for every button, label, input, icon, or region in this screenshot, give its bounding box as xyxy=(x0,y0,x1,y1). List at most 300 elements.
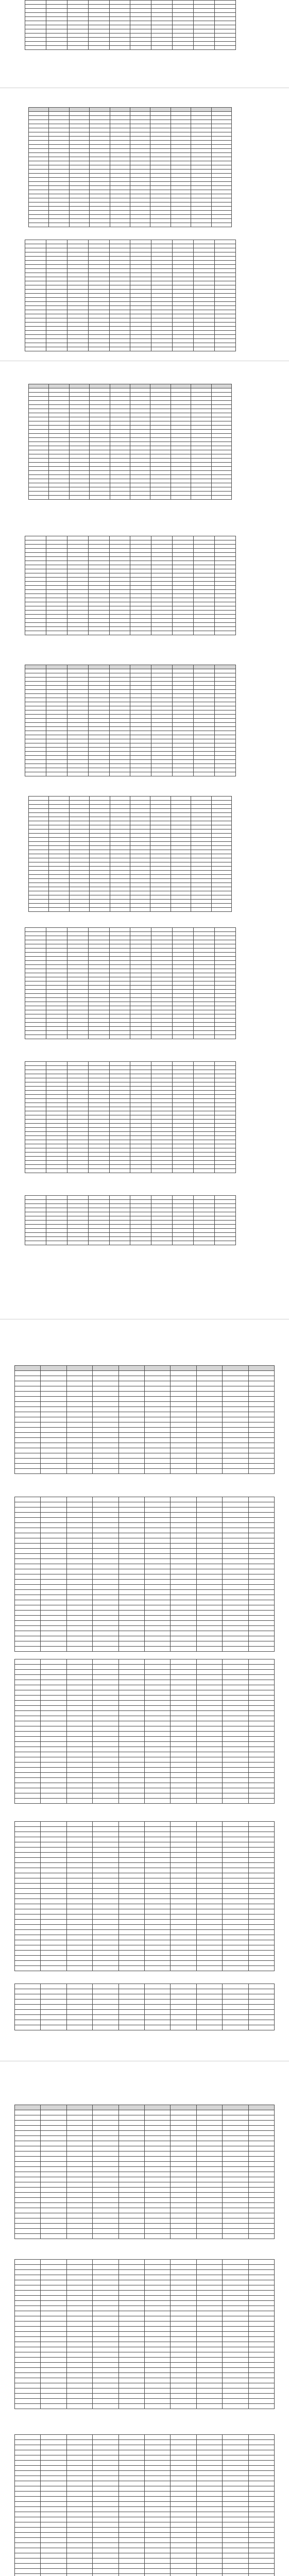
table-cell xyxy=(88,310,109,314)
table-cell xyxy=(248,1899,274,1904)
table-cell xyxy=(171,1999,196,2005)
table-cell xyxy=(69,891,89,895)
table-cell xyxy=(194,1027,215,1031)
table-cell xyxy=(248,2020,274,2025)
table-cell xyxy=(223,1889,248,1894)
table-cell xyxy=(46,549,67,553)
table-cell xyxy=(69,883,89,887)
table-cell xyxy=(109,706,130,710)
table-row xyxy=(25,1204,236,1208)
table-cell xyxy=(173,673,194,677)
registration-table xyxy=(14,1365,275,1474)
table-cell xyxy=(110,850,130,854)
table-cell xyxy=(144,2450,170,2455)
table-cell xyxy=(69,137,89,141)
table-cell xyxy=(49,891,69,895)
table-cell xyxy=(41,1956,66,1961)
table-cell xyxy=(248,1670,274,1675)
table-cell xyxy=(67,731,88,735)
table-cell xyxy=(151,723,173,727)
table-cell xyxy=(130,153,150,157)
table-cell xyxy=(93,1842,118,1848)
table-cell xyxy=(171,2455,196,2461)
table-cell xyxy=(223,2229,248,2234)
table-cell xyxy=(151,1111,173,1115)
table-cell xyxy=(15,2005,41,2010)
table-cell xyxy=(171,1989,196,1994)
table-cell xyxy=(110,809,130,813)
table-cell xyxy=(151,302,173,306)
table-cell xyxy=(196,1690,222,1696)
table-cell xyxy=(151,540,173,545)
table-cell xyxy=(151,248,173,252)
table-cell xyxy=(144,2203,170,2208)
table-cell xyxy=(171,2388,196,2394)
table-cell xyxy=(196,2368,222,2373)
table-row xyxy=(15,2015,275,2020)
column-header xyxy=(215,665,236,669)
table-cell xyxy=(196,2383,222,2388)
table-cell xyxy=(223,2337,248,2342)
table-cell xyxy=(171,2020,196,2025)
table-cell xyxy=(46,1153,67,1157)
table-cell xyxy=(215,932,236,936)
table-cell xyxy=(109,1124,130,1128)
table-cell xyxy=(173,619,194,623)
table-cell xyxy=(93,2373,118,2378)
table-row xyxy=(29,409,232,413)
table-cell xyxy=(173,29,194,33)
table-cell xyxy=(41,1737,66,1742)
table-cell xyxy=(15,1453,41,1459)
table-cell xyxy=(69,182,89,186)
column-header xyxy=(173,665,194,669)
table-cell xyxy=(25,240,46,244)
table-cell xyxy=(215,627,236,631)
table-cell xyxy=(29,908,49,912)
table-row xyxy=(25,261,236,265)
table-cell xyxy=(171,1732,196,1737)
table-cell xyxy=(41,1381,66,1386)
table-cell xyxy=(109,290,130,294)
table-cell xyxy=(25,590,46,594)
table-cell xyxy=(191,821,211,825)
table-cell xyxy=(66,1788,92,1793)
table-cell xyxy=(191,834,211,838)
table-row xyxy=(15,2455,275,2461)
table-cell xyxy=(25,623,46,627)
table-cell xyxy=(90,145,110,149)
table-cell xyxy=(215,1216,236,1221)
table-cell xyxy=(248,1585,274,1590)
table-cell xyxy=(90,867,110,871)
table-cell xyxy=(46,1010,67,1014)
table-cell xyxy=(196,1832,222,1837)
table-row xyxy=(25,706,236,710)
table-cell xyxy=(67,1023,88,1027)
table-cell xyxy=(69,161,89,165)
table-cell xyxy=(118,1925,144,1930)
table-cell xyxy=(223,1433,248,1438)
table-cell xyxy=(173,772,194,776)
table-cell xyxy=(130,981,151,986)
table-cell xyxy=(66,1590,92,1595)
table-cell xyxy=(194,302,215,306)
table-cell xyxy=(171,2435,196,2440)
table-row xyxy=(15,1397,275,1402)
table-cell xyxy=(93,1621,118,1626)
table-row xyxy=(25,1124,236,1128)
table-cell xyxy=(93,1407,118,1412)
table-cell xyxy=(215,1006,236,1010)
table-row xyxy=(29,475,232,479)
table-cell xyxy=(67,29,88,33)
table-cell xyxy=(25,1169,46,1173)
table-cell xyxy=(93,1945,118,1951)
table-cell xyxy=(93,2218,118,2224)
table-cell xyxy=(109,743,130,748)
table-cell xyxy=(248,1878,274,1884)
table-cell xyxy=(215,1091,236,1095)
table-cell xyxy=(144,2025,170,2030)
table-cell xyxy=(109,727,130,731)
table-cell xyxy=(88,1103,109,1107)
table-cell xyxy=(88,936,109,940)
table-cell xyxy=(15,1726,41,1732)
table-cell xyxy=(41,2502,66,2507)
table-cell xyxy=(150,479,171,483)
table-cell xyxy=(196,1984,222,1989)
table-cell xyxy=(130,170,150,174)
table-row xyxy=(15,1459,275,1464)
table-cell xyxy=(171,1523,196,1528)
table-cell xyxy=(171,2352,196,2358)
table-cell xyxy=(248,1371,274,1376)
table-cell xyxy=(66,1951,92,1956)
table-cell xyxy=(90,116,110,120)
table-cell xyxy=(93,1961,118,1966)
table-cell xyxy=(118,1878,144,1884)
table-cell xyxy=(191,854,211,858)
table-cell xyxy=(211,112,231,116)
table-cell xyxy=(194,273,215,277)
table-cell xyxy=(66,1647,92,1652)
table-cell xyxy=(171,1381,196,1386)
table-cell xyxy=(41,1752,66,1757)
table-cell xyxy=(66,2363,92,2368)
table-cell xyxy=(171,2466,196,2471)
table-cell xyxy=(118,2316,144,2321)
table-row xyxy=(29,454,232,459)
table-cell xyxy=(25,961,46,965)
table-cell xyxy=(144,2358,170,2363)
table-cell xyxy=(223,1822,248,1827)
table-cell xyxy=(93,2115,118,2121)
table-cell xyxy=(215,772,236,776)
table-cell xyxy=(130,1225,151,1229)
table-cell xyxy=(151,631,173,635)
table-cell xyxy=(93,1873,118,1878)
table-cell xyxy=(194,677,215,682)
table-cell xyxy=(109,273,130,277)
table-cell xyxy=(93,1716,118,1721)
table-cell xyxy=(151,1144,173,1148)
table-row xyxy=(29,883,232,887)
table-cell xyxy=(248,2193,274,2198)
table-cell xyxy=(151,5,173,9)
table-cell xyxy=(191,112,211,116)
table-cell xyxy=(223,2533,248,2538)
table-cell xyxy=(66,2025,92,2030)
table-cell xyxy=(46,1023,67,1027)
table-cell xyxy=(29,867,49,871)
table-cell xyxy=(223,2213,248,2218)
table-cell xyxy=(144,2306,170,2311)
table-cell xyxy=(211,801,231,805)
table-cell xyxy=(248,1762,274,1768)
table-cell xyxy=(25,13,46,17)
table-cell xyxy=(144,2435,170,2440)
table-cell xyxy=(25,1023,46,1027)
table-cell xyxy=(196,1994,222,1999)
table-cell xyxy=(248,1716,274,1721)
table-cell xyxy=(248,2203,274,2208)
table-cell xyxy=(215,1165,236,1169)
table-cell xyxy=(88,944,109,948)
table-row xyxy=(25,25,236,29)
table-cell xyxy=(25,1062,46,1066)
table-cell xyxy=(248,1631,274,1636)
table-cell xyxy=(191,475,211,479)
table-cell xyxy=(196,1538,222,1544)
table-row xyxy=(25,5,236,9)
table-cell xyxy=(109,582,130,586)
table-cell xyxy=(15,1544,41,1549)
table-cell xyxy=(196,2347,222,2352)
table-cell xyxy=(173,540,194,545)
table-cell xyxy=(88,760,109,764)
table-cell xyxy=(211,862,231,867)
table-cell xyxy=(130,46,151,50)
table-cell xyxy=(194,1212,215,1216)
column-header xyxy=(69,384,89,388)
table-cell xyxy=(150,421,171,426)
table-cell xyxy=(144,1858,170,1863)
table-cell xyxy=(223,2553,248,2558)
table-cell xyxy=(118,2110,144,2115)
table-cell xyxy=(130,1124,151,1128)
table-cell xyxy=(15,1417,41,1422)
table-cell xyxy=(67,1157,88,1161)
table-cell xyxy=(248,1443,274,1448)
table-row xyxy=(15,2337,275,2342)
table-cell xyxy=(194,735,215,739)
table-cell xyxy=(191,153,211,157)
table-cell xyxy=(88,953,109,957)
table-cell xyxy=(118,1381,144,1386)
table-cell xyxy=(67,42,88,46)
table-cell xyxy=(196,2569,222,2574)
table-cell xyxy=(173,1066,194,1070)
table-cell xyxy=(211,817,231,821)
table-cell xyxy=(171,211,191,215)
table-cell xyxy=(151,1019,173,1023)
table-cell xyxy=(191,161,211,165)
table-row xyxy=(15,2167,275,2172)
table-cell xyxy=(196,2167,222,2172)
table-cell xyxy=(191,223,211,227)
table-cell xyxy=(25,719,46,723)
table-cell xyxy=(25,940,46,944)
table-cell xyxy=(194,306,215,310)
table-row xyxy=(15,1422,275,1428)
table-cell xyxy=(191,215,211,219)
table-cell xyxy=(248,1873,274,1878)
table-cell xyxy=(173,13,194,17)
table-cell xyxy=(66,1675,92,1680)
table-row xyxy=(15,1507,275,1513)
table-cell xyxy=(151,768,173,772)
table-cell xyxy=(118,2234,144,2239)
table-cell xyxy=(130,471,150,475)
table-cell xyxy=(90,157,110,161)
table-cell xyxy=(66,2193,92,2198)
table-cell xyxy=(150,842,171,846)
table-cell xyxy=(49,459,69,463)
table-cell xyxy=(130,257,151,261)
table-cell xyxy=(196,2466,222,2471)
table-cell xyxy=(223,1742,248,1747)
table-cell xyxy=(49,829,69,834)
table-cell xyxy=(67,578,88,582)
table-cell xyxy=(46,545,67,549)
table-cell xyxy=(150,459,171,463)
table-cell xyxy=(93,2280,118,2285)
table-cell xyxy=(88,5,109,9)
table-cell xyxy=(29,817,49,821)
table-cell xyxy=(171,1884,196,1889)
table-cell xyxy=(130,932,151,936)
table-cell xyxy=(93,1448,118,1453)
table-cell xyxy=(150,401,171,405)
table-cell xyxy=(15,1665,41,1670)
table-cell xyxy=(109,1010,130,1014)
table-cell xyxy=(25,1140,46,1144)
table-row xyxy=(15,2265,275,2270)
table-cell xyxy=(46,1169,67,1173)
table-cell xyxy=(196,2492,222,2497)
table-cell xyxy=(15,2115,41,2121)
table-cell xyxy=(151,1241,173,1245)
table-cell xyxy=(150,891,171,895)
table-cell xyxy=(194,327,215,331)
table-cell xyxy=(211,809,231,813)
table-cell xyxy=(215,1027,236,1031)
table-cell xyxy=(15,1590,41,1595)
table-cell xyxy=(144,2373,170,2378)
table-cell xyxy=(144,2157,170,2162)
table-cell xyxy=(93,2352,118,2358)
table-cell xyxy=(109,953,130,957)
table-cell xyxy=(150,829,171,834)
table-row xyxy=(15,1711,275,1716)
table-cell xyxy=(25,1233,46,1237)
table-cell xyxy=(49,397,69,401)
table-cell xyxy=(171,2383,196,2388)
table-cell xyxy=(215,5,236,9)
table-cell xyxy=(194,281,215,285)
table-cell xyxy=(194,339,215,343)
table-cell xyxy=(223,1778,248,1783)
table-cell xyxy=(144,1459,170,1464)
table-cell xyxy=(90,137,110,141)
table-cell xyxy=(130,1019,151,1023)
table-cell xyxy=(191,805,211,809)
table-cell xyxy=(196,2533,222,2538)
table-cell xyxy=(69,463,89,467)
table-cell xyxy=(46,944,67,948)
table-cell xyxy=(67,1074,88,1078)
table-cell xyxy=(49,388,69,393)
table-cell xyxy=(93,2378,118,2383)
table-cell xyxy=(69,430,89,434)
table-cell xyxy=(223,1984,248,1989)
table-cell xyxy=(66,2564,92,2569)
column-header xyxy=(248,2105,274,2110)
table-cell xyxy=(211,170,231,174)
table-cell xyxy=(171,1899,196,1904)
table-cell xyxy=(173,1095,194,1099)
table-cell xyxy=(15,2383,41,2388)
table-row xyxy=(25,1070,236,1074)
table-cell xyxy=(144,1580,170,1585)
table-cell xyxy=(194,715,215,719)
table-cell xyxy=(93,2466,118,2471)
table-cell xyxy=(66,1680,92,1685)
table-cell xyxy=(15,2517,41,2522)
table-cell xyxy=(130,190,150,194)
table-cell xyxy=(90,397,110,401)
table-cell xyxy=(171,1528,196,1533)
table-cell xyxy=(191,149,211,153)
table-cell xyxy=(46,698,67,702)
table-cell xyxy=(130,1027,151,1031)
table-cell xyxy=(67,944,88,948)
table-cell xyxy=(130,1103,151,1107)
table-cell xyxy=(191,900,211,904)
table-cell xyxy=(223,2126,248,2131)
table-cell xyxy=(144,1433,170,1438)
table-cell xyxy=(15,1564,41,1569)
table-cell xyxy=(118,1752,144,1757)
table-cell xyxy=(93,1605,118,1611)
table-cell xyxy=(215,248,236,252)
table-cell xyxy=(41,2383,66,2388)
table-cell xyxy=(46,29,67,33)
table-cell xyxy=(194,1132,215,1136)
table-cell xyxy=(15,2486,41,2492)
table-cell xyxy=(118,1732,144,1737)
table-cell xyxy=(150,124,171,128)
table-cell xyxy=(223,1595,248,1600)
table-cell xyxy=(144,2445,170,2450)
table-cell xyxy=(171,137,191,141)
table-cell xyxy=(29,430,49,434)
table-cell xyxy=(144,1853,170,1858)
table-cell xyxy=(90,850,110,854)
column-header xyxy=(46,665,67,669)
table-cell xyxy=(67,735,88,739)
